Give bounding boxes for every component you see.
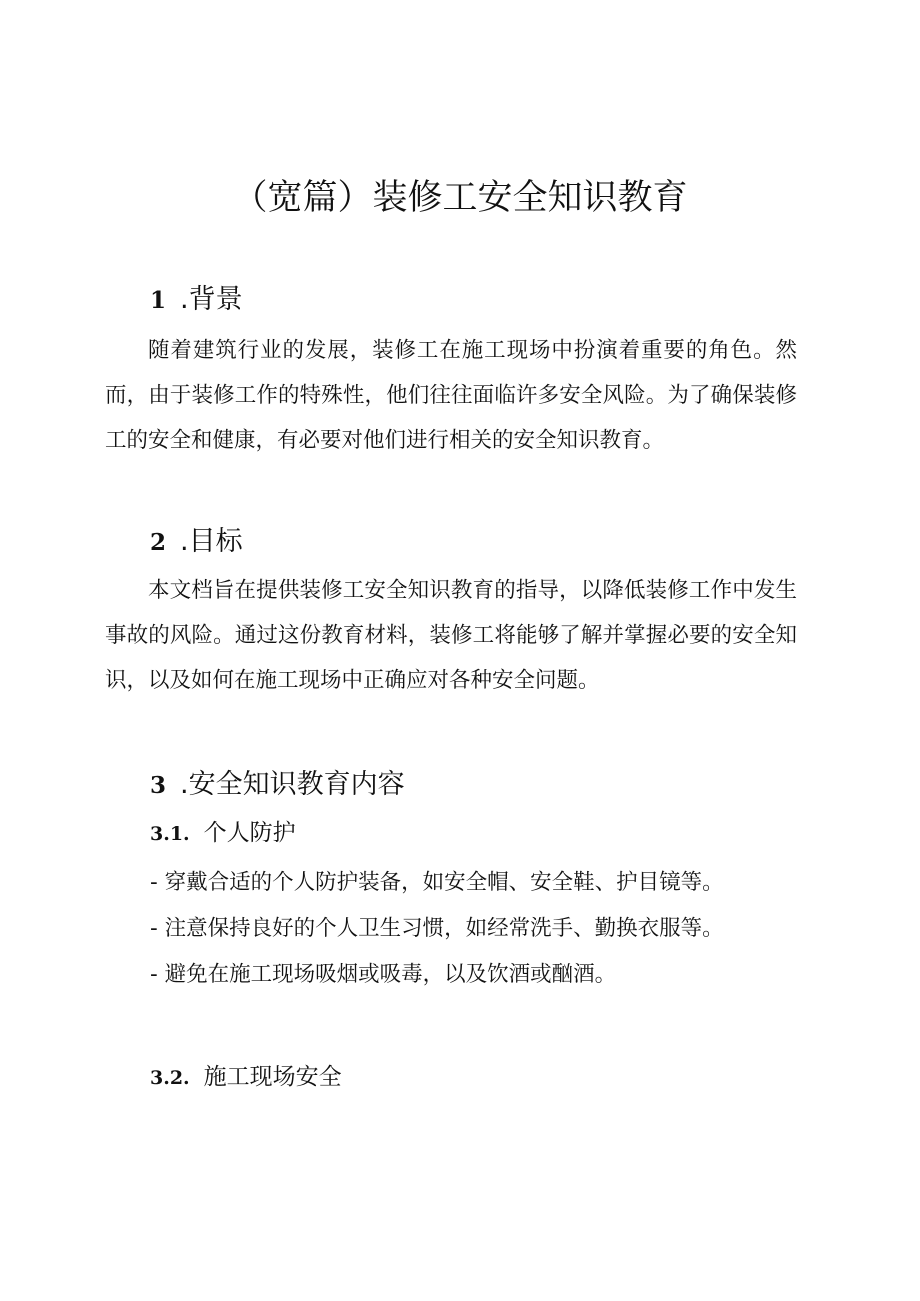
section-paragraph-background: 随着建筑行业的发展，装修工在施工现场中扮演着重要的角色。然而，由于装修工作的特殊性，他们往往面临许多安全风险。为了确保装修工的安全和健康，有必要对他们进行相关的安全知识教育。 [105, 338, 797, 453]
subsection-title: 施工现场安全 [203, 1064, 342, 1090]
list-item: - 避免在施工现场吸烟或吸毒，以及饮酒或酗酒。 [150, 962, 617, 987]
section-title: .安全知识教育内容 [180, 769, 405, 800]
section-number: 3 [150, 772, 167, 799]
subsection-heading-personal-protection [150, 816, 296, 851]
section-number: 1 [150, 287, 167, 314]
section-heading-content [150, 765, 405, 806]
section-title: .目标 [180, 526, 243, 557]
section-number: 2 [150, 529, 167, 556]
list-item: - 注意保持良好的个人卫生习惯，如经常洗手、勤换衣服等。 [150, 916, 724, 941]
list-item: - 穿戴合适的个人防护装备，如安全帽、安全鞋、护目镜等。 [150, 870, 724, 895]
section-title: .背景 [180, 284, 243, 315]
subsection-number: 3.1. [150, 823, 190, 845]
section-heading-background [150, 280, 243, 321]
subsection-title: 个人防护 [203, 820, 296, 846]
section-heading-goal [150, 522, 243, 563]
document-title: （宽篇）装修工安全知识教育 [232, 178, 688, 218]
subsection-number: 3.2. [150, 1067, 190, 1089]
section-paragraph-goal: 本文档旨在提供装修工安全知识教育的指导，以降低装修工作中发生事故的风险。通过这份教育材料，装修工将能够了解并掌握必要的安全知识，以及如何在施工现场中正确应对各种安全问题。 [105, 578, 797, 693]
subsection-heading-site-safety [150, 1060, 342, 1095]
